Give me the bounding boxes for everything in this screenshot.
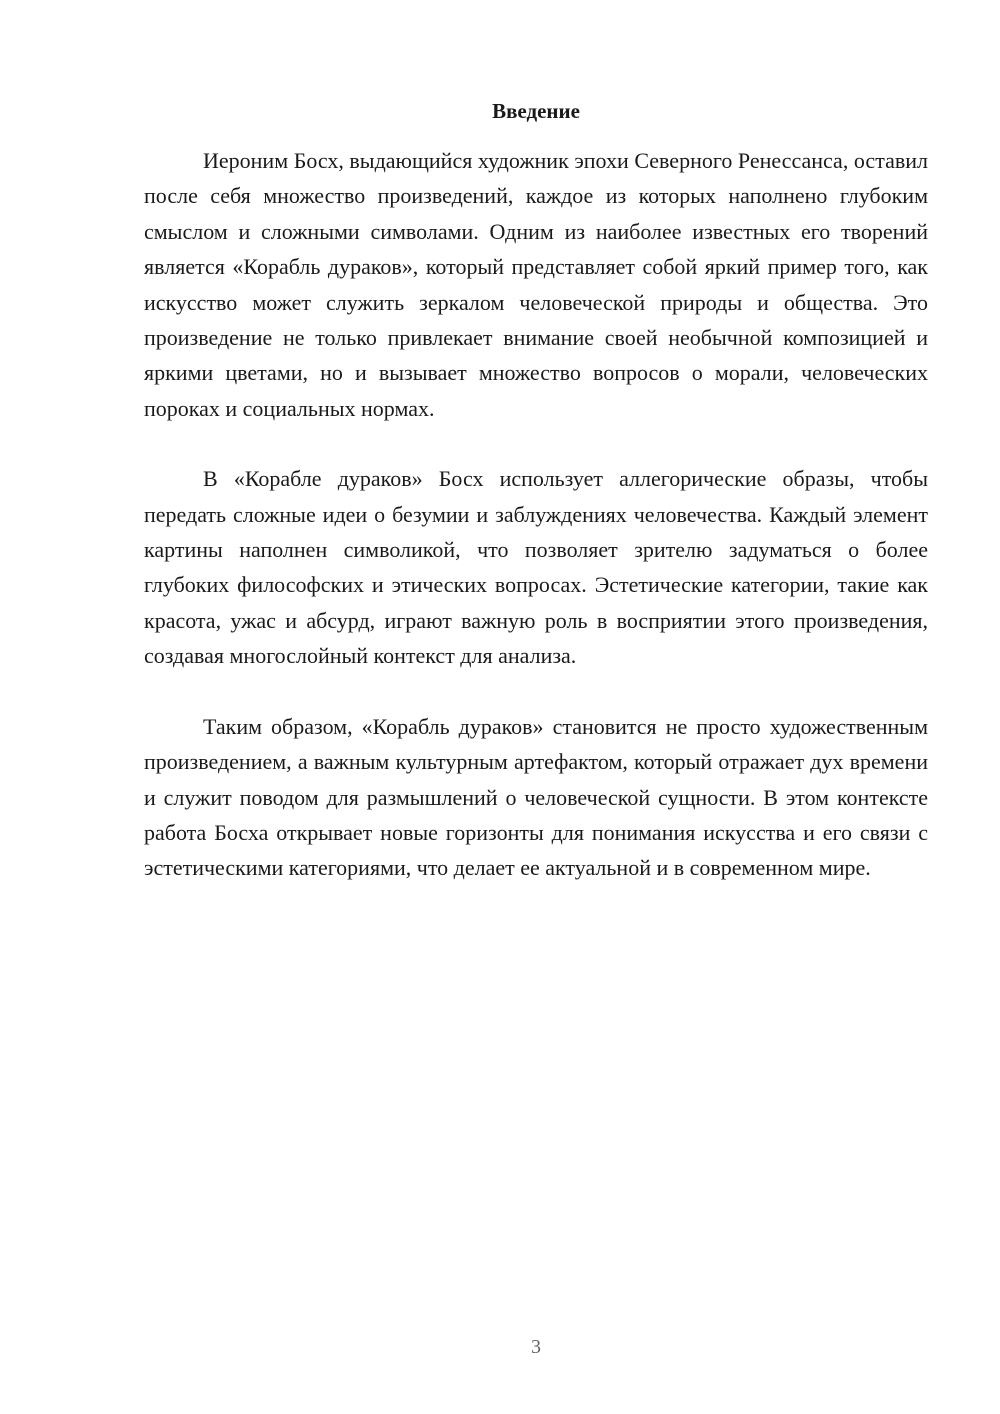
body-text xyxy=(144,143,928,886)
page-number: 3 xyxy=(531,1336,541,1358)
paragraph-3: Таким образом, «Корабль дураков» становится не просто художественным произведением, а важным культурным артефактом, который отражает дух времени и служит поводом для размышлений о человеческой сущности. В этом контексте работа Босха открывает новые горизонты для понимания искусства и его связи с эстетическими категориями, что делает ее актуальной и в современном мире. xyxy=(144,713,928,881)
paragraph-2: В «Корабле дураков» Босх использует аллегорические образы, чтобы передать сложные идеи о безумии и заблуждениях человечества. Каждый элемент картины наполнен символикой, что позволяет зрителю задуматься о более глубоких философских и этических вопросах. Эстетические категории, такие как красота, ужас и абсурд, играют важную роль в восприятии этого произведения, создавая многослойный контекст для анализа. xyxy=(144,466,928,669)
paragraph-1: Иероним Босх, выдающийся художник эпохи Северного Ренессанса, оставил после себя множество произведений, каждое из которых наполнено глубоким смыслом и сложными символами. Одним из наиболее известных его творений является «Корабль дураков», который представляет собой яркий пример того, как искусство может служить зеркалом человеческой природы и общества. Это произведение не только привлекает внимание своей необычной композицией и яркими цветами, но и вызывает множество вопросов о морали, человеческих пороках и социальных нормах. xyxy=(144,148,928,421)
section-title: Введение xyxy=(492,99,580,123)
